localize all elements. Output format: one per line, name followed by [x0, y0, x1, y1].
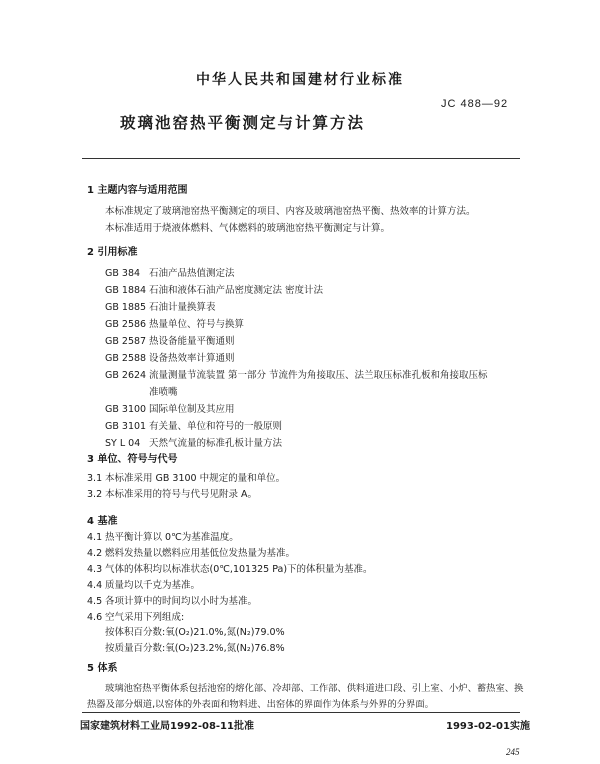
header-divider: [82, 158, 520, 159]
reference-code: GB 1884: [105, 285, 147, 296]
clause-number: 3.2: [87, 489, 103, 500]
clause-text: 本标准采用 GB 3100 中规定的量和单位。: [105, 473, 286, 484]
clause-number: 4.4: [87, 580, 103, 591]
clause-number: 4.5: [87, 596, 103, 607]
section-5-heading: 5 体系: [87, 663, 118, 674]
clause-item: [87, 545, 295, 559]
reference-item: [105, 282, 323, 296]
reference-code: GB 384: [105, 268, 141, 279]
reference-item: [105, 401, 235, 415]
reference-item: [105, 418, 282, 432]
clause-number: 4.6: [87, 612, 103, 623]
reference-title: 热量单位、符号与换算: [149, 319, 245, 330]
reference-title: 有关量、单位和符号的一般原则: [149, 421, 283, 432]
section-5-paragraph-2: 热器及部分烟道,以窑体的外表面和物料进、出窑体的界面作为体系与外界的分界面。: [87, 699, 434, 710]
footer-divider: [82, 712, 520, 713]
reference-item: [105, 265, 235, 279]
section-1-paragraph-2: 本标准适用于烧液体燃料、气体燃料的玻璃池窑热平衡测定与计算。: [105, 223, 391, 234]
section-3-heading: 3 单位、符号与代号: [87, 454, 178, 465]
section-4-heading: 4 基准: [87, 516, 118, 527]
reference-title: 准喷嘴: [149, 387, 178, 398]
clause-item: [87, 609, 184, 623]
clause-item: [87, 470, 285, 484]
clause-item: [87, 561, 373, 575]
clause-text: 燃料发热量以燃料应用基低位发热量为基准。: [105, 548, 296, 559]
reference-item: [105, 367, 488, 381]
reference-code: SY L 04: [105, 438, 141, 449]
clause-number: 4.3: [87, 564, 103, 575]
reference-code: GB 2587: [105, 336, 147, 347]
reference-code: GB 2624: [105, 370, 147, 381]
reference-code: GB 3100: [105, 404, 147, 415]
reference-title: 国际单位制及其应用: [149, 404, 235, 415]
section-2-heading: 2 引用标准: [87, 247, 138, 258]
clause-text: 空气采用下列组成:: [105, 612, 185, 623]
clause-text: 气体的体积均以标准状态(0℃,101325 Pa)下的体积量为基准。: [105, 564, 373, 575]
reference-title: 石油计量换算表: [149, 302, 216, 313]
clause-number: 3.1: [87, 473, 103, 484]
section-1-heading: 1 主题内容与适用范围: [87, 185, 188, 196]
page-number: 245: [506, 747, 520, 757]
section-5-paragraph-1: 玻璃池窑热平衡体系包括池窑的熔化部、冷却部、工作部、供料道进口段、引上室、小炉、蓄热室、换: [105, 683, 524, 694]
reference-item: [105, 333, 235, 347]
reference-code: GB 1885: [105, 302, 147, 313]
reference-code: GB 3101: [105, 421, 147, 432]
effective-date: 1993-02-01实施: [446, 721, 530, 732]
clause-text: 热平衡计算以 0℃为基准温度。: [105, 532, 239, 543]
air-composition-by-volume: 按体积百分数:氧(O₂)21.0%,氮(N₂)79.0%: [105, 627, 285, 638]
clause-item: [87, 529, 239, 543]
clause-item: [87, 593, 257, 607]
reference-item: [105, 316, 244, 330]
document-title: 玻璃池窑热平衡测定与计算方法: [120, 114, 366, 132]
standard-type-header: 中华人民共和国建材行业标准: [196, 72, 404, 88]
clause-text: 各项计算中的时间均以小时为基准。: [105, 596, 258, 607]
clause-text: 质量均以千克为基准。: [105, 580, 201, 591]
reference-title: 设备热效率计算通则: [149, 353, 235, 364]
section-1-paragraph-1: 本标准规定了玻璃池窑热平衡测定的项目、内容及玻璃池窑热平衡、热效率的计算方法。: [105, 206, 476, 217]
clause-item: [87, 577, 200, 591]
reference-code: GB 2586: [105, 319, 147, 330]
reference-title: 天然气流量的标准孔板计量方法: [149, 438, 283, 449]
air-composition-by-mass: 按质量百分数:氧(O₂)23.2%,氮(N₂)76.8%: [105, 643, 285, 654]
reference-item: [105, 435, 282, 449]
reference-item: [105, 350, 235, 364]
reference-item: [105, 299, 216, 313]
reference-title: 石油产品热值测定法: [149, 268, 235, 279]
clause-number: 4.1: [87, 532, 103, 543]
clause-number: 4.2: [87, 548, 103, 559]
reference-title: 流量测量节流装置 第一部分 节流件为角接取压、法兰取压标准孔板和角接取压标: [149, 370, 488, 381]
reference-code: GB 2588: [105, 353, 147, 364]
standard-code: JC 488—92: [441, 98, 509, 110]
reference-title: 石油和液体石油产品密度测定法 密度计法: [149, 285, 324, 296]
clause-text: 本标准采用的符号与代号见附录 A。: [105, 489, 258, 500]
reference-item: [105, 384, 178, 398]
issuer-approval: 国家建筑材料工业局1992-08-11批准: [80, 721, 254, 732]
clause-item: [87, 486, 257, 500]
reference-title: 热设备能量平衡通则: [149, 336, 235, 347]
